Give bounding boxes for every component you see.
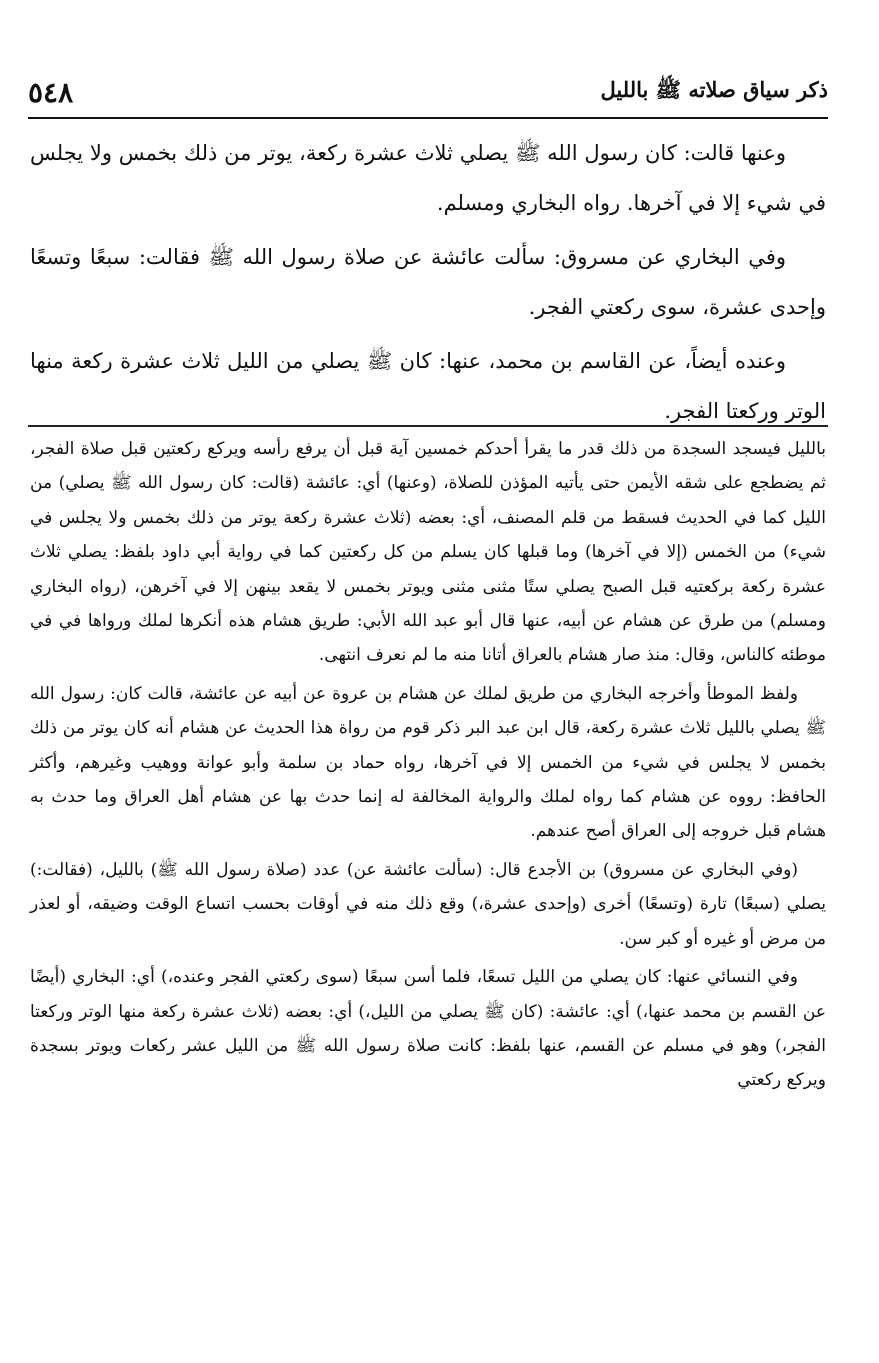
commentary-paragraph: بالليل فيسجد السجدة من ذلك قدر ما يقرأ أحدكم خمسين آية قبل أن يرفع رأسه ويركع ركعتين قبل صلاة الفجر، ثم يضطجع على شقه الأيمن حتى يأتيه المؤذن للصلاة، (وعنها) أي: عائشة (قالت: كان رسول الله ﷺ يصلي) من الليل كما في الحديث فسقط من قلم المصنف، أي: بعضه (ثلاث عشرة ركعة يوتر من ذلك بخمس ولا يجلس في شيء) من الخمس (إلا في آخرها) وما قبلها كان يسلم من كل ركعتين كما في رواية أبي داود بلفظ: يصلي ثلاث عشرة ركعة بركعتيه قبل الصبح يصلي ستًا مثنى مثنى ويوتر بخمس لا يقعد بينهن إلا في آخرهن، (رواه البخاري ومسلم) من طرق عن هشام عن أبيه، عنها قال أبو عبد الله الأبي: طريق هشام هذه أنكرها لملك ورواها في في موطئه كالناس، وقال: منذ صار هشام بالعراق أتانا منه ما لم نعرف انتهى. xyxy=(30,439,826,666)
main-text xyxy=(30,128,826,440)
running-title: ذكر سياق صلاته ﷺ بالليل xyxy=(600,76,828,102)
commentary-divider xyxy=(28,425,828,427)
commentary-paragraph: ولفظ الموطأ وأخرجه البخاري من طريق لملك عن هشام بن عروة عن أبيه عن عائشة، قالت كان: رسول الله ﷺ يصلي بالليل ثلاث عشرة ركعة، قال ابن عبد البر ذكر قوم من رواة هذا الحديث عن هشام أنه كان يوتر من ذلك بخمس لا يجلس في شيء من الخمس إلا في آخرها، رواه حماد بن سلمة وأبو عوانة ووهيب وغيرهم، وأكثر الحافظ: رووه عن هشام كما رواه لملك والرواية المخالفة له إنما حدث بها عن هشام أهل العراق وما حدث به هشام قبل خروجه إلى العراق أصح عندهم. xyxy=(30,683,826,842)
header-rule xyxy=(28,117,828,119)
commentary-paragraph: (وفي البخاري عن مسروق) بن الأجدع قال: (سألت عائشة عن) عدد (صلاة رسول الله ﷺ) بالليل، (فقالت:) يصلي (سبعًا) تارة (وتسعًا) أخرى (وإحدى عشرة،) وقع ذلك منه في أوقات بحسب اتساع الوقت وضيقه، أو لعذر من مرض أو غيره أو كبر سن. xyxy=(30,859,826,949)
commentary-paragraph: وفي النسائي عنها: كان يصلي من الليل تسعًا، فلما أسن سبعًا (سوى ركعتي الفجر وعنده،) أي: البخاري (أيضًا عن القسم بن محمد عنها،) أي: عائشة: (كان ﷺ يصلي من الليل،) أي: بعضه (ثلاث عشرة ركعة منها الوتر وركعتا الفجر،) وهو في مسلم عن القسم، عنها بلفظ: كانت صلاة رسول الله ﷺ من الليل عشر ركعات ويوتر بسجدة ويركع ركعتي xyxy=(30,967,826,1091)
main-paragraph: وعنده أيضاً، عن القاسم بن محمد، عنها: كان ﷺ يصلي من الليل ثلاث عشرة ركعة منها الوتر وركعتا الفجر. xyxy=(30,349,826,423)
main-paragraph: وعنها قالت: كان رسول الله ﷺ يصلي ثلاث عشرة ركعة، يوتر من ذلك بخمس ولا يجلس في شيء إلا في آخرها. رواه البخاري ومسلم. xyxy=(30,141,826,215)
page-number: ٥٤٨ xyxy=(28,75,74,109)
commentary xyxy=(30,432,826,1102)
page-header xyxy=(28,70,828,114)
main-paragraph: وفي البخاري عن مسروق: سألت عائشة عن صلاة رسول الله ﷺ فقالت: سبعًا وتسعًا وإحدى عشرة، سوى ركعتي الفجر. xyxy=(30,245,826,319)
